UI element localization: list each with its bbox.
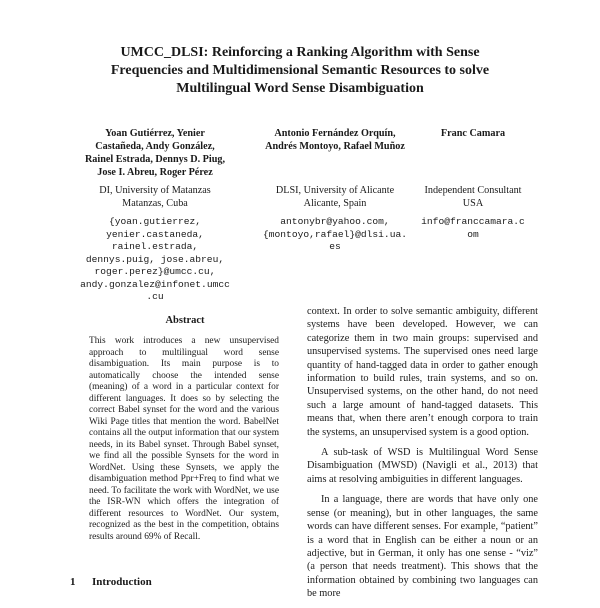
author-block-independent [408, 127, 538, 241]
right-column [307, 305, 538, 608]
affiliation [408, 184, 538, 210]
paragraph: A sub-task of WSD is Multilingual Word Sense Disambiguation (MWSD) (Navigli et al., 2013) that aims at resolving ambiguities in different languages. [307, 447, 538, 485]
author-line: Franc Camara [440, 128, 506, 139]
email-line: {yoan.gutierrez, [108, 216, 202, 227]
affiliation [70, 184, 240, 210]
email-line: andy.gonzalez@infonet.umcc [80, 278, 230, 290]
affiliation-line: DI, University of Matanzas [99, 185, 211, 196]
abstract-body: This work introduces a new unsupervised approach to multilingual word sense disambiguation. Its main purpose is to automatically choose the intended sense (meaning) of a word in a particular context for different languages. It does so by selecting the correct Babel synset for the word and the various Wiki Page titles that mention the word. BabelNet contains all the output information that our system needs, in its Babel synset. Through Babel synset, we find all the possible Synsets for the word in WordNet. Using these Synsets, we apply the disambiguation method Ppr+Freq to find what we need. To facilitate the work with WordNet, we use the ISR-WN which offers the integration of different resources to WordNet. Our system, recognized as the best in the competition, obtains results around 69% of Recall. [89, 336, 279, 542]
email-line: .cu [146, 291, 164, 302]
email-line: dennys.puig, jose.abreu, [85, 253, 225, 265]
affiliation [245, 184, 425, 210]
email-line: antonybr@yahoo.com, [280, 216, 390, 227]
author-line: Rainel Estrada, Dennys D. Piug, [84, 154, 226, 165]
title-line: UMCC_DLSI: Reinforcing a Ranking Algorithm with Sense [120, 45, 480, 60]
affiliation-line: Matanzas, Cuba [122, 198, 188, 209]
email [70, 216, 240, 304]
author-line: Castañeda, Andy González, [95, 141, 215, 152]
email [245, 216, 425, 254]
email-line: rainel.estrada, [111, 241, 199, 252]
email-line: roger.perez}@umcc.cu, [94, 266, 216, 277]
paper-title [90, 44, 510, 98]
paragraph: context. In order to solve semantic ambiguity, different systems have been developed. However, we can categorize them in two main groups: supervised and unsupervised systems. The supervised ones need large quantity of hand-tagged data in order to gather enough information to build rules, train systems, and so on. Unsupervised systems, on the other hand, do not need such a large amount of hand-tagged datasets. This means that, when there aren’t enough corpora to train the systems, an unsupervised system is a good option. [307, 306, 538, 438]
affiliation-line: DLSI, University of Alicante [275, 185, 395, 196]
affiliation-line: Alicante, Spain [303, 198, 367, 209]
author-block-alicante [245, 127, 425, 254]
author-line: Jose I. Abreu, Roger Pérez [97, 167, 213, 178]
author-line: Andrés Montoyo, Rafael Muñoz [265, 141, 405, 152]
section-number: 1 [70, 576, 76, 588]
affiliation-line: USA [462, 198, 484, 209]
email-line: {montoyo,rafael}@dlsi.ua. [263, 228, 407, 240]
email-line: yenier.castaneda, [106, 228, 204, 240]
title-line: Multilingual Word Sense Disambiguation [176, 81, 424, 96]
author-names [408, 127, 538, 140]
email-line: es [329, 241, 341, 252]
email-line: om [467, 228, 479, 240]
author-names [70, 127, 240, 179]
abstract-heading: Abstract [165, 315, 205, 326]
email-line: info@franccamara.c [421, 216, 525, 227]
section-heading [70, 576, 152, 588]
author-block-umcc [70, 127, 240, 304]
author-line: Yoan Gutiérrez, Yenier [105, 128, 205, 139]
title-line: Frequencies and Multidimensional Semantic Resources to solve [110, 63, 490, 78]
section-title: Introduction [92, 576, 152, 588]
affiliation-line: Independent Consultant [424, 185, 522, 196]
author-names [245, 127, 425, 153]
author-line: Antonio Fernández Orquín, [274, 128, 396, 139]
paragraph: In a language, there are words that have only one sense (or meaning), but in other languages, the same words can have different senses. For example, “patient” is a word that in English can be either a noun or an adjective, but in German, it only has one sense - “viz” (a person that needs treatment). This shows that the information obtained by combining two languages can be more [307, 494, 538, 600]
email [408, 216, 538, 241]
